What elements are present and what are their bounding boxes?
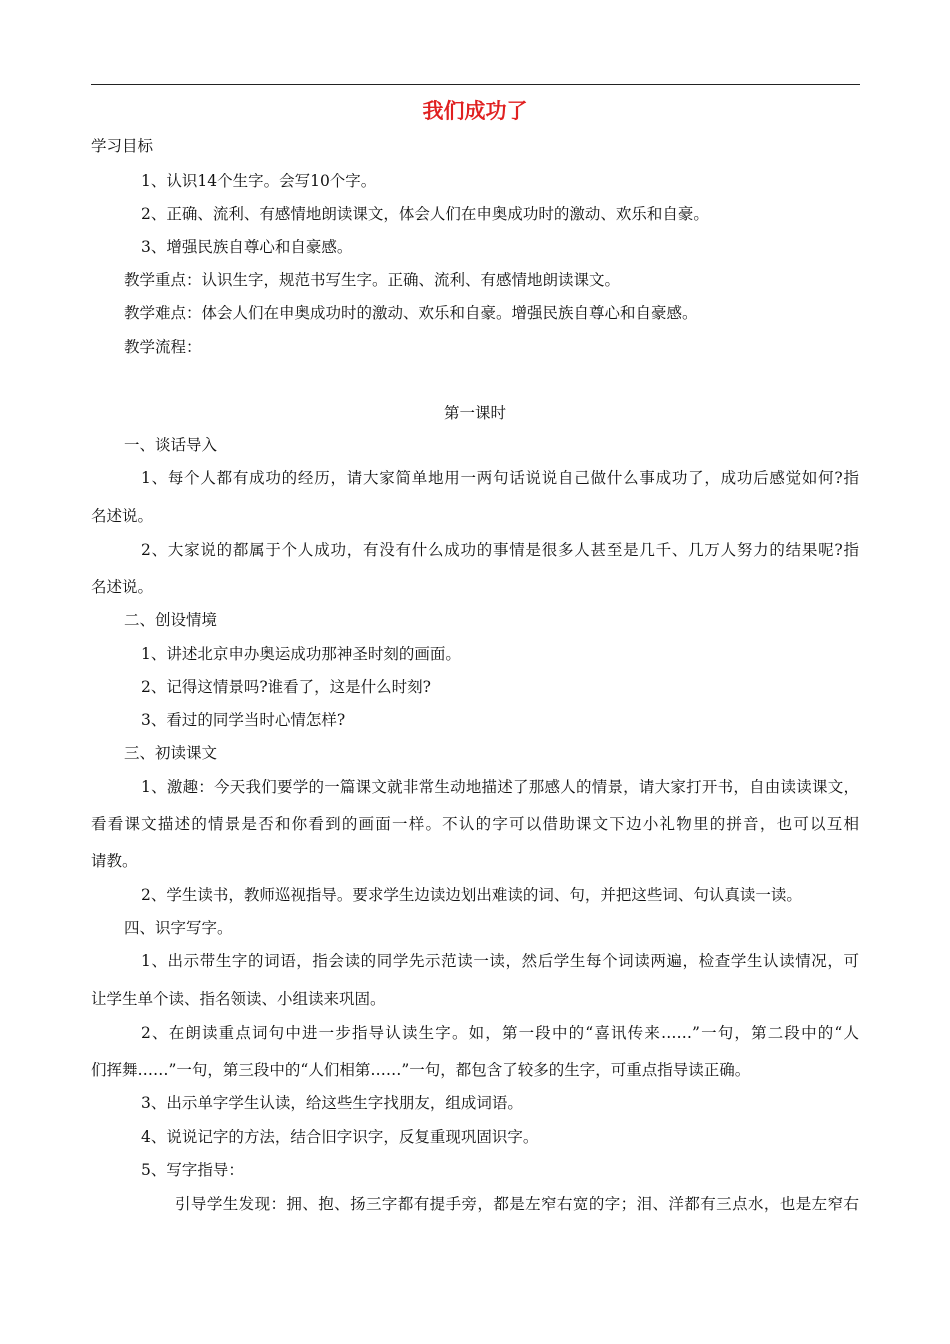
paragraph-line: 1、激趣：今天我们要学的一篇课文就非常生动地描述了那感人的情景，请大家打开书，自由读读课文， — [141, 778, 859, 796]
list-item: 2、记得这情景吗?谁看了，这是什么时刻? — [141, 678, 431, 696]
key-points: 教学重点：认识生字，规范书写生字。正确、流利、有感情地朗读课文。 — [124, 271, 621, 289]
paragraph-line: 1、每个人都有成功的经历，请大家简单地用一两句话说说自己做什么事成功了，成功后感觉如何?指 — [141, 469, 859, 487]
paragraph-line: 2、学生读书，教师巡视指导。要求学生边读边划出难读的词、句，并把这些词、句认真读一读。 — [141, 886, 802, 904]
paragraph-line: 请教。 — [91, 852, 138, 870]
objective-item: 1、认识14个生字。会写10个字。 — [141, 172, 377, 190]
paragraph-line: 2、大家说的都属于个人成功，有没有什么成功的事情是很多人甚至是几千、几万人努力的结果呢?指 — [141, 541, 859, 559]
objective-item: 2、正确、流利、有感情地朗读课文，体会人们在申奥成功时的激动、欢乐和自豪。 — [141, 205, 709, 223]
difficulties: 教学难点：体会人们在申奥成功时的激动、欢乐和自豪。增强民族自尊心和自豪感。 — [124, 304, 698, 322]
paragraph-line: 3、出示单字学生认读，给这些生字找朋友，组成词语。 — [141, 1094, 523, 1112]
paragraph-line: 们挥舞……”一句，第三段中的“人们相第……”一句，都包含了较多的生字，可重点指导读正确。 — [91, 1061, 751, 1079]
document-title: 我们成功了 — [422, 99, 528, 123]
paragraph-line: 引导学生发现：拥、抱、扬三字都有提手旁，都是左窄右宽的字；泪、洋都有三点水，也是左窄右 — [175, 1195, 859, 1213]
paragraph-line: 2、在朗读重点词句中进一步指导认读生字。如，第一段中的“喜讯传来……”一句，第二段中的“人 — [141, 1024, 859, 1042]
paragraph-line: 名述说。 — [91, 578, 154, 596]
paragraph-line: 5、写字指导： — [141, 1161, 244, 1179]
paragraph-line: 名述说。 — [91, 507, 154, 525]
header-rule — [91, 84, 860, 85]
section-heading: 二、创设情境 — [124, 611, 218, 629]
process-heading: 教学流程： — [124, 338, 202, 356]
objective-item: 3、增强民族自尊心和自豪感。 — [141, 238, 353, 256]
section-heading: 一、谈话导入 — [124, 436, 218, 454]
paragraph-line: 4、说说记字的方法，结合旧字识字，反复重现巩固识字。 — [141, 1128, 539, 1146]
objectives-heading: 学习目标 — [91, 137, 154, 155]
section-heading: 三、初读课文 — [124, 744, 218, 762]
list-item: 3、看过的同学当时心情怎样? — [141, 711, 346, 729]
list-item: 1、讲述北京申办奥运成功那神圣时刻的画面。 — [141, 645, 461, 663]
paragraph-line: 看看课文描述的情景是否和你看到的画面一样。不认的字可以借助课文下边小礼物里的拼音，也可以互相 — [91, 815, 859, 833]
lesson-heading: 第一课时 — [443, 404, 506, 422]
paragraph-line: 让学生单个读、指名领读、小组读来巩固。 — [91, 990, 386, 1008]
section-heading: 四、识字写字。 — [124, 919, 233, 937]
paragraph-line: 1、出示带生字的词语，指会读的同学先示范读一读，然后学生每个词读两遍，检查学生认读情况，可 — [141, 952, 859, 970]
